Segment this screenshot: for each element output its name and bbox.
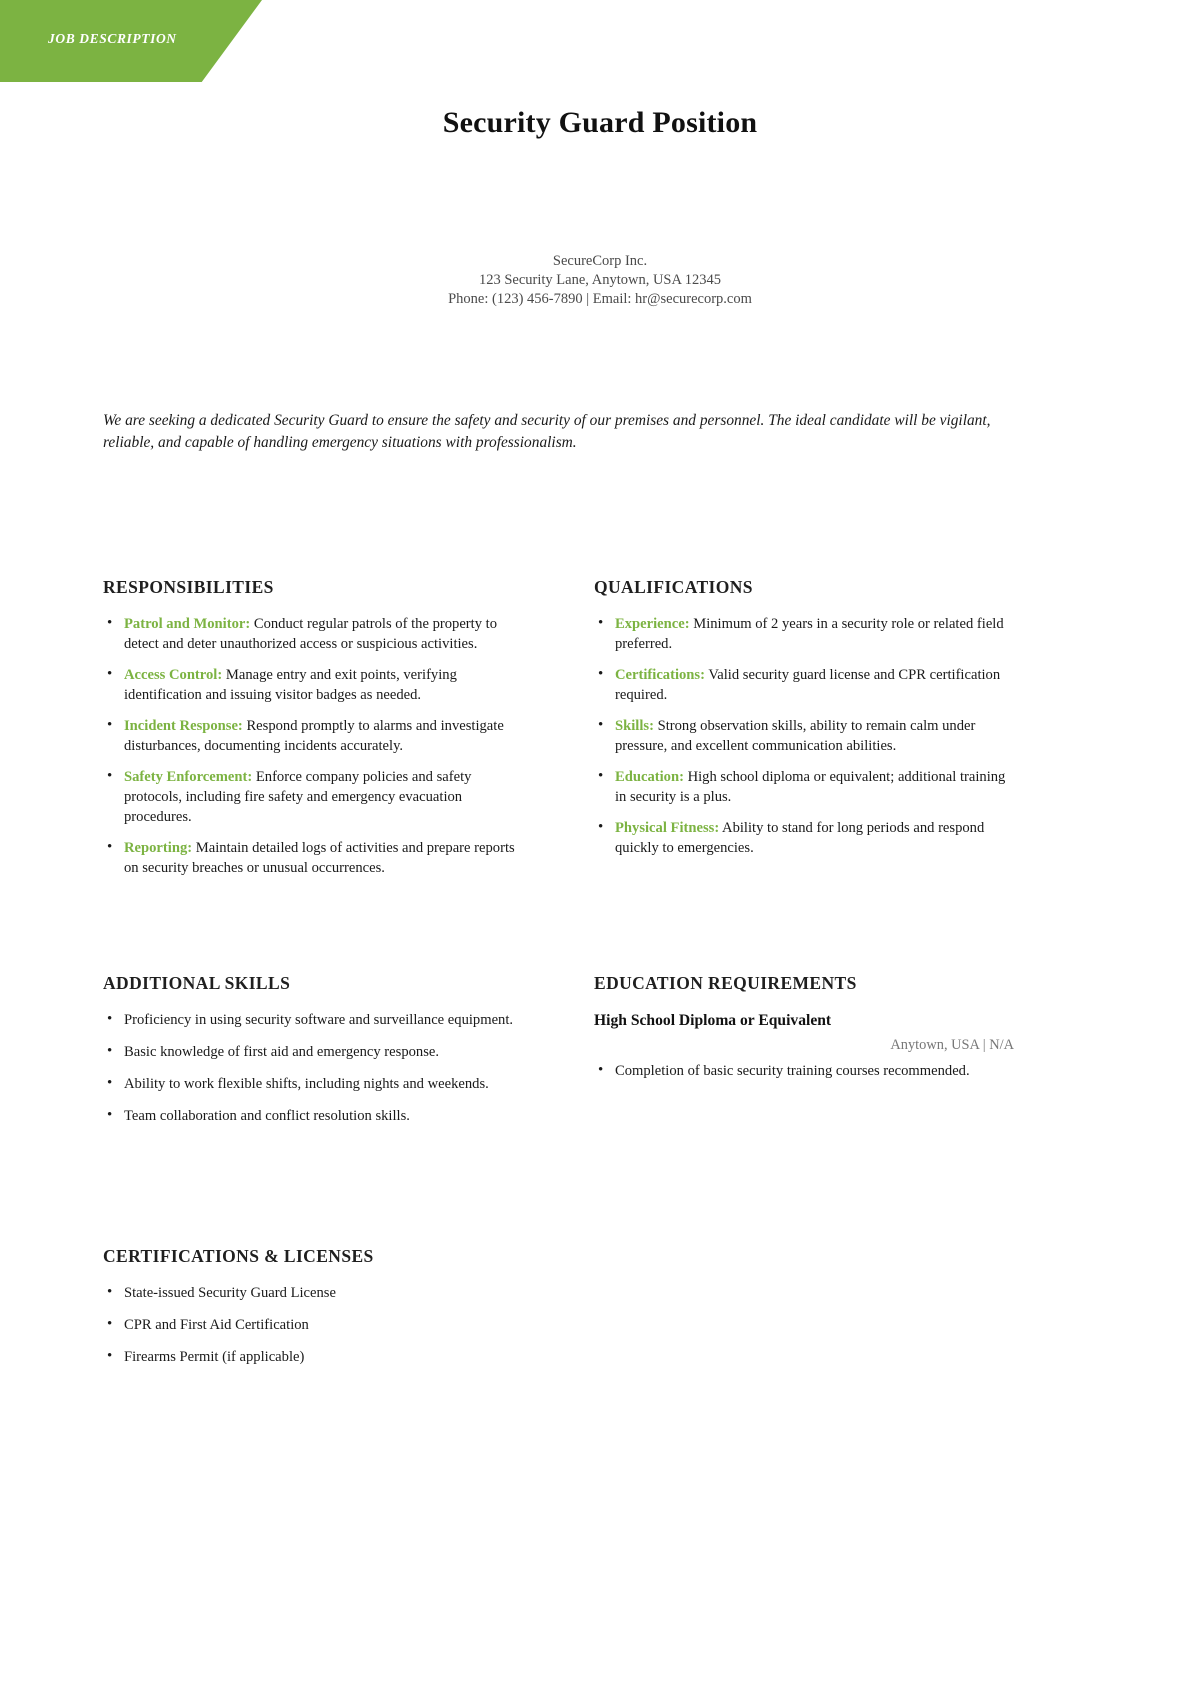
- section-heading-responsibilities: RESPONSIBILITIES: [103, 577, 274, 597]
- list-item-label: Patrol and Monitor:: [124, 616, 251, 632]
- list-item: • State-issued Security Guard License: [103, 1283, 523, 1303]
- list-item: [594, 614, 1014, 654]
- list-item: [594, 767, 1014, 807]
- page-title: Security Guard Position: [442, 106, 758, 139]
- list-item-text: Manage entry and exit points, verifying identification and issuing visitor badges as needed.: [124, 667, 457, 703]
- list-item: • Firearms Permit (if applicable): [103, 1347, 523, 1367]
- list-item: [103, 716, 523, 756]
- section-heading-qualifications: QUALIFICATIONS: [594, 577, 753, 597]
- section-heading-additional-skills: ADDITIONAL SKILLS: [103, 973, 291, 993]
- list-item: • Completion of basic security training courses recommended.: [594, 1061, 1014, 1081]
- company-contact-line: Phone: (123) 456-7890 | Email: hr@securecorp.com: [448, 291, 752, 307]
- list-item: [103, 665, 523, 705]
- list-item: • Proficiency in using security software and surveillance equipment.: [103, 1010, 523, 1030]
- header-banner-label: JOB DESCRIPTION: [48, 31, 177, 46]
- list-item: [594, 818, 1014, 858]
- section-heading-education-requirements: EDUCATION REQUIREMENTS: [594, 973, 857, 993]
- responsibilities-list: [103, 614, 523, 878]
- section-certifications-licenses: [103, 1246, 523, 1379]
- list-item-label: Education:: [615, 769, 684, 785]
- education-requirements-list: [594, 1061, 1014, 1081]
- list-item-text: Respond promptly to alarms and investigate disturbances, documenting incidents accurately.: [124, 718, 504, 754]
- section-education-requirements: [594, 973, 1014, 1081]
- list-item-label: Incident Response:: [124, 718, 243, 734]
- list-item-text: Conduct regular patrols of the property to detect and deter unauthorized access or suspicious activities.: [124, 616, 498, 652]
- list-item-label: Experience:: [615, 616, 690, 632]
- section-heading-certifications: CERTIFICATIONS & LICENSES: [103, 1246, 374, 1266]
- company-name: SecureCorp Inc.: [552, 253, 648, 269]
- company-address: 123 Security Lane, Anytown, USA 12345: [478, 272, 722, 288]
- qualifications-list: [594, 614, 1014, 858]
- list-item-text: Valid security guard license and CPR certification required.: [615, 667, 1001, 703]
- section-qualifications: [594, 577, 1014, 869]
- section-responsibilities: [103, 577, 523, 889]
- additional-skills-list: [103, 1010, 523, 1126]
- list-item-label: Safety Enforcement:: [124, 769, 253, 785]
- list-item: [103, 614, 523, 654]
- list-item: [103, 838, 523, 878]
- list-item-label: Skills:: [615, 718, 654, 734]
- education-entry-meta: Anytown, USA | N/A: [890, 1037, 1014, 1053]
- list-item: [594, 716, 1014, 756]
- education-entry-title: High School Diploma or Equivalent: [594, 1012, 832, 1029]
- certifications-list: [103, 1283, 523, 1367]
- list-item: • Basic knowledge of first aid and emergency response.: [103, 1042, 523, 1062]
- list-item-text: Enforce company policies and safety protocols, including fire safety and emergency evacuation procedures.: [124, 769, 472, 825]
- list-item-label: Physical Fitness:: [615, 820, 720, 836]
- list-item-text: Ability to stand for long periods and respond quickly to emergencies.: [615, 820, 985, 856]
- list-item-text: Minimum of 2 years in a security role or related field preferred.: [615, 616, 1004, 652]
- list-item-label: Reporting:: [124, 840, 193, 856]
- list-item: [594, 665, 1014, 705]
- list-item-label: Certifications:: [615, 667, 705, 683]
- company-contact-block: [0, 252, 1200, 309]
- section-additional-skills: [103, 973, 523, 1138]
- list-item-text: Maintain detailed logs of activities and prepare reports on security breaches or unusual occurrences.: [124, 840, 515, 876]
- list-item: • Ability to work flexible shifts, including nights and weekends.: [103, 1074, 523, 1094]
- list-item-text: Strong observation skills, ability to remain calm under pressure, and excellent communication abilities.: [615, 718, 976, 754]
- list-item: • Team collaboration and conflict resolution skills.: [103, 1106, 523, 1126]
- list-item-label: Access Control:: [124, 667, 223, 683]
- list-item: • CPR and First Aid Certification: [103, 1315, 523, 1335]
- job-summary: We are seeking a dedicated Security Guard to ensure the safety and security of our premises and personnel. The ideal candidate will be vigilant, reliable, and capable of handling emergency situations with professionalism.: [103, 412, 991, 451]
- list-item: [103, 767, 523, 827]
- list-item-text: High school diploma or equivalent; additional training in security is a plus.: [615, 769, 1006, 805]
